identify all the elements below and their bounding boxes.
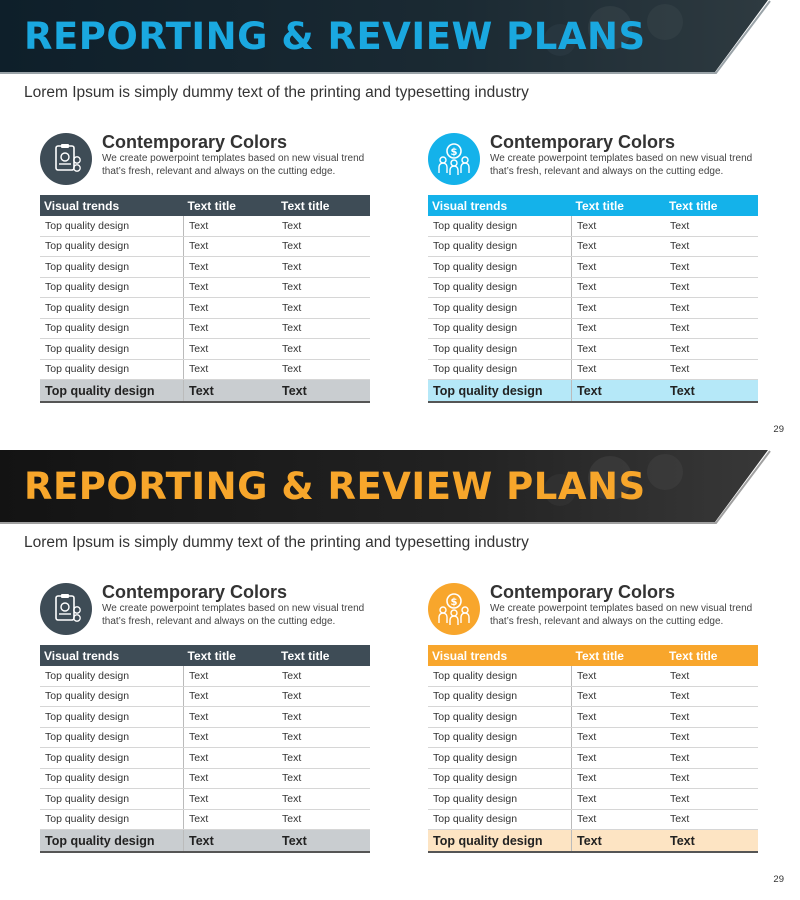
table-footer-row [40,830,370,853]
table-row [428,257,758,278]
footer-cell: Text [184,380,278,403]
table-cell: Top quality design [428,707,572,728]
block-description: We create powerpoint templates based on new visual trend that’s fresh, relevant and always on the cutting edge. [102,603,365,627]
column-header: Text title [184,195,278,216]
table-cell: Top quality design [40,277,184,298]
table-cell: Text [277,277,370,298]
table-row [428,359,758,380]
table-cell: Top quality design [40,216,184,236]
data-table [40,645,370,853]
data-table [428,195,758,403]
table-cell: Text [665,216,758,236]
table-row [40,789,370,810]
table-cell: Text [184,359,278,380]
table-cell: Text [277,707,370,728]
team-money-icon [428,133,480,185]
block-description: We create powerpoint templates based on new visual trend that’s fresh, relevant and always on the cutting edge. [490,153,753,177]
table-cell: Text [665,277,758,298]
table-row [428,318,758,339]
table-footer-row [428,830,758,853]
table-cell: Text [572,318,666,339]
block-title: Contemporary Colors [102,582,288,602]
table-row [428,727,758,748]
table-cell: Top quality design [428,768,572,789]
table-cell: Text [277,216,370,236]
table-cell: Top quality design [40,768,184,789]
table-row [428,339,758,360]
table-row [40,257,370,278]
header-banner [0,450,800,528]
table-cell: Text [277,359,370,380]
table-cell: Text [277,666,370,686]
footer-cell: Text [277,830,370,853]
table-row [428,768,758,789]
table-cell: Top quality design [428,666,572,686]
table-cell: Text [665,707,758,728]
table-cell: Text [572,707,666,728]
table-row [40,318,370,339]
table-cell: Text [572,277,666,298]
slide-subtitle: Lorem Ipsum is simply dummy text of the printing and typesetting industry [24,534,529,551]
slide-subtitle: Lorem Ipsum is simply dummy text of the printing and typesetting industry [24,84,529,101]
table-cell: Text [572,809,666,830]
footer-cell: Text [277,380,370,403]
table-cell: Text [184,257,278,278]
table-row [40,666,370,686]
table-cell: Text [665,666,758,686]
table-row [428,686,758,707]
footer-cell: Top quality design [40,830,184,853]
table-cell: Text [665,318,758,339]
table-row [40,216,370,236]
column-header: Visual trends [40,195,184,216]
table-cell: Text [572,666,666,686]
table-cell: Text [184,748,278,769]
table-row [428,809,758,830]
table-cell: Top quality design [40,809,184,830]
table-row [40,768,370,789]
table-cell: Top quality design [428,257,572,278]
table-cell: Text [184,727,278,748]
table-row [40,686,370,707]
table-row [428,298,758,319]
table-cell: Text [184,339,278,360]
table-row [428,236,758,257]
table-cell: Text [572,236,666,257]
table-cell: Text [184,277,278,298]
table-footer-row [428,380,758,403]
table-cell: Text [184,318,278,339]
table-cell: Top quality design [40,359,184,380]
column-header: Text title [277,645,370,666]
table-cell: Text [665,809,758,830]
table-row [428,789,758,810]
table-row [40,339,370,360]
table-row [428,748,758,769]
svg-text:$: $ [450,147,458,158]
table-row [428,666,758,686]
footer-cell: Text [665,380,758,403]
column-header: Text title [184,645,278,666]
header-banner [0,0,800,78]
table-cell: Text [665,339,758,360]
table-row [40,748,370,769]
table-cell: Top quality design [428,236,572,257]
table-row [428,216,758,236]
block-title: Contemporary Colors [102,132,288,152]
table-row [428,707,758,728]
table-cell: Text [184,686,278,707]
table-cell: Text [665,236,758,257]
slide-2 [0,450,800,900]
table-cell: Text [665,686,758,707]
team-money-icon [428,583,480,635]
table-cell: Top quality design [40,236,184,257]
page-number: 29 [773,424,784,435]
table-row [40,277,370,298]
table-cell: Text [277,257,370,278]
table-cell: Text [572,748,666,769]
table-cell: Text [277,339,370,360]
table-cell: Text [184,298,278,319]
table-cell: Top quality design [428,318,572,339]
table-cell: Text [572,339,666,360]
table-cell: Text [277,768,370,789]
table-row [40,298,370,319]
footer-cell: Text [184,830,278,853]
footer-cell: Top quality design [428,830,572,853]
footer-cell: Text [572,380,666,403]
table-cell: Top quality design [40,748,184,769]
table-cell: Text [184,216,278,236]
block-title: Contemporary Colors [490,132,676,152]
table-cell: Text [277,748,370,769]
table-footer-row [40,380,370,403]
footer-cell: Text [665,830,758,853]
table-cell: Text [277,686,370,707]
clipboard-icon [40,583,92,635]
table-cell: Text [572,257,666,278]
table-cell: Text [277,809,370,830]
table-cell: Top quality design [40,686,184,707]
data-table [428,645,758,853]
table-cell: Top quality design [428,298,572,319]
table-cell: Top quality design [428,727,572,748]
column-header: Text title [665,195,758,216]
table-cell: Text [277,789,370,810]
table-cell: Text [277,298,370,319]
table-cell: Top quality design [40,727,184,748]
table-cell: Text [665,748,758,769]
table-row [428,277,758,298]
table-cell: Top quality design [40,666,184,686]
table-row [40,727,370,748]
table-cell: Text [277,236,370,257]
table-cell: Text [572,789,666,810]
table-cell: Top quality design [40,339,184,360]
table-cell: Top quality design [428,809,572,830]
table-row [40,809,370,830]
block-description: We create powerpoint templates based on new visual trend that’s fresh, relevant and always on the cutting edge. [102,153,365,177]
slide-title: REPORTING & REVIEW PLANS [24,465,646,508]
table-cell: Top quality design [40,318,184,339]
table-row [40,359,370,380]
table-cell: Text [665,768,758,789]
table-cell: Text [184,809,278,830]
table-cell: Text [665,298,758,319]
table-cell: Text [572,768,666,789]
table-cell: Text [665,257,758,278]
table-cell: Text [572,686,666,707]
table-cell: Text [184,236,278,257]
table-cell: Text [572,727,666,748]
column-header: Visual trends [40,645,184,666]
table-cell: Text [184,707,278,728]
block-title: Contemporary Colors [490,582,676,602]
column-header: Text title [665,645,758,666]
table-cell: Top quality design [428,686,572,707]
block-description: We create powerpoint templates based on new visual trend that’s fresh, relevant and always on the cutting edge. [490,603,753,627]
table-cell: Text [665,789,758,810]
page-number: 29 [773,874,784,885]
table-cell: Text [665,727,758,748]
column-header: Visual trends [428,645,572,666]
slide-title: REPORTING & REVIEW PLANS [24,15,646,58]
table-cell: Top quality design [40,298,184,319]
footer-cell: Top quality design [40,380,184,403]
table-cell: Top quality design [428,359,572,380]
column-header: Text title [277,195,370,216]
footer-cell: Top quality design [428,380,572,403]
table-cell: Text [572,359,666,380]
table-cell: Top quality design [40,257,184,278]
table-cell: Top quality design [428,789,572,810]
table-cell: Top quality design [428,748,572,769]
table-cell: Text [184,789,278,810]
table-cell: Top quality design [428,339,572,360]
table-cell: Text [184,768,278,789]
column-header: Text title [572,645,666,666]
table-cell: Text [665,359,758,380]
footer-cell: Text [572,830,666,853]
table-cell: Top quality design [40,707,184,728]
table-cell: Text [277,318,370,339]
table-cell: Top quality design [428,277,572,298]
clipboard-icon [40,133,92,185]
table-cell: Top quality design [428,216,572,236]
table-row [40,707,370,728]
table-cell: Text [277,727,370,748]
table-row [40,236,370,257]
table-cell: Text [184,666,278,686]
data-table [40,195,370,403]
table-cell: Text [572,216,666,236]
table-cell: Top quality design [40,789,184,810]
column-header: Text title [572,195,666,216]
svg-text:$: $ [450,597,458,608]
table-cell: Text [572,298,666,319]
column-header: Visual trends [428,195,572,216]
